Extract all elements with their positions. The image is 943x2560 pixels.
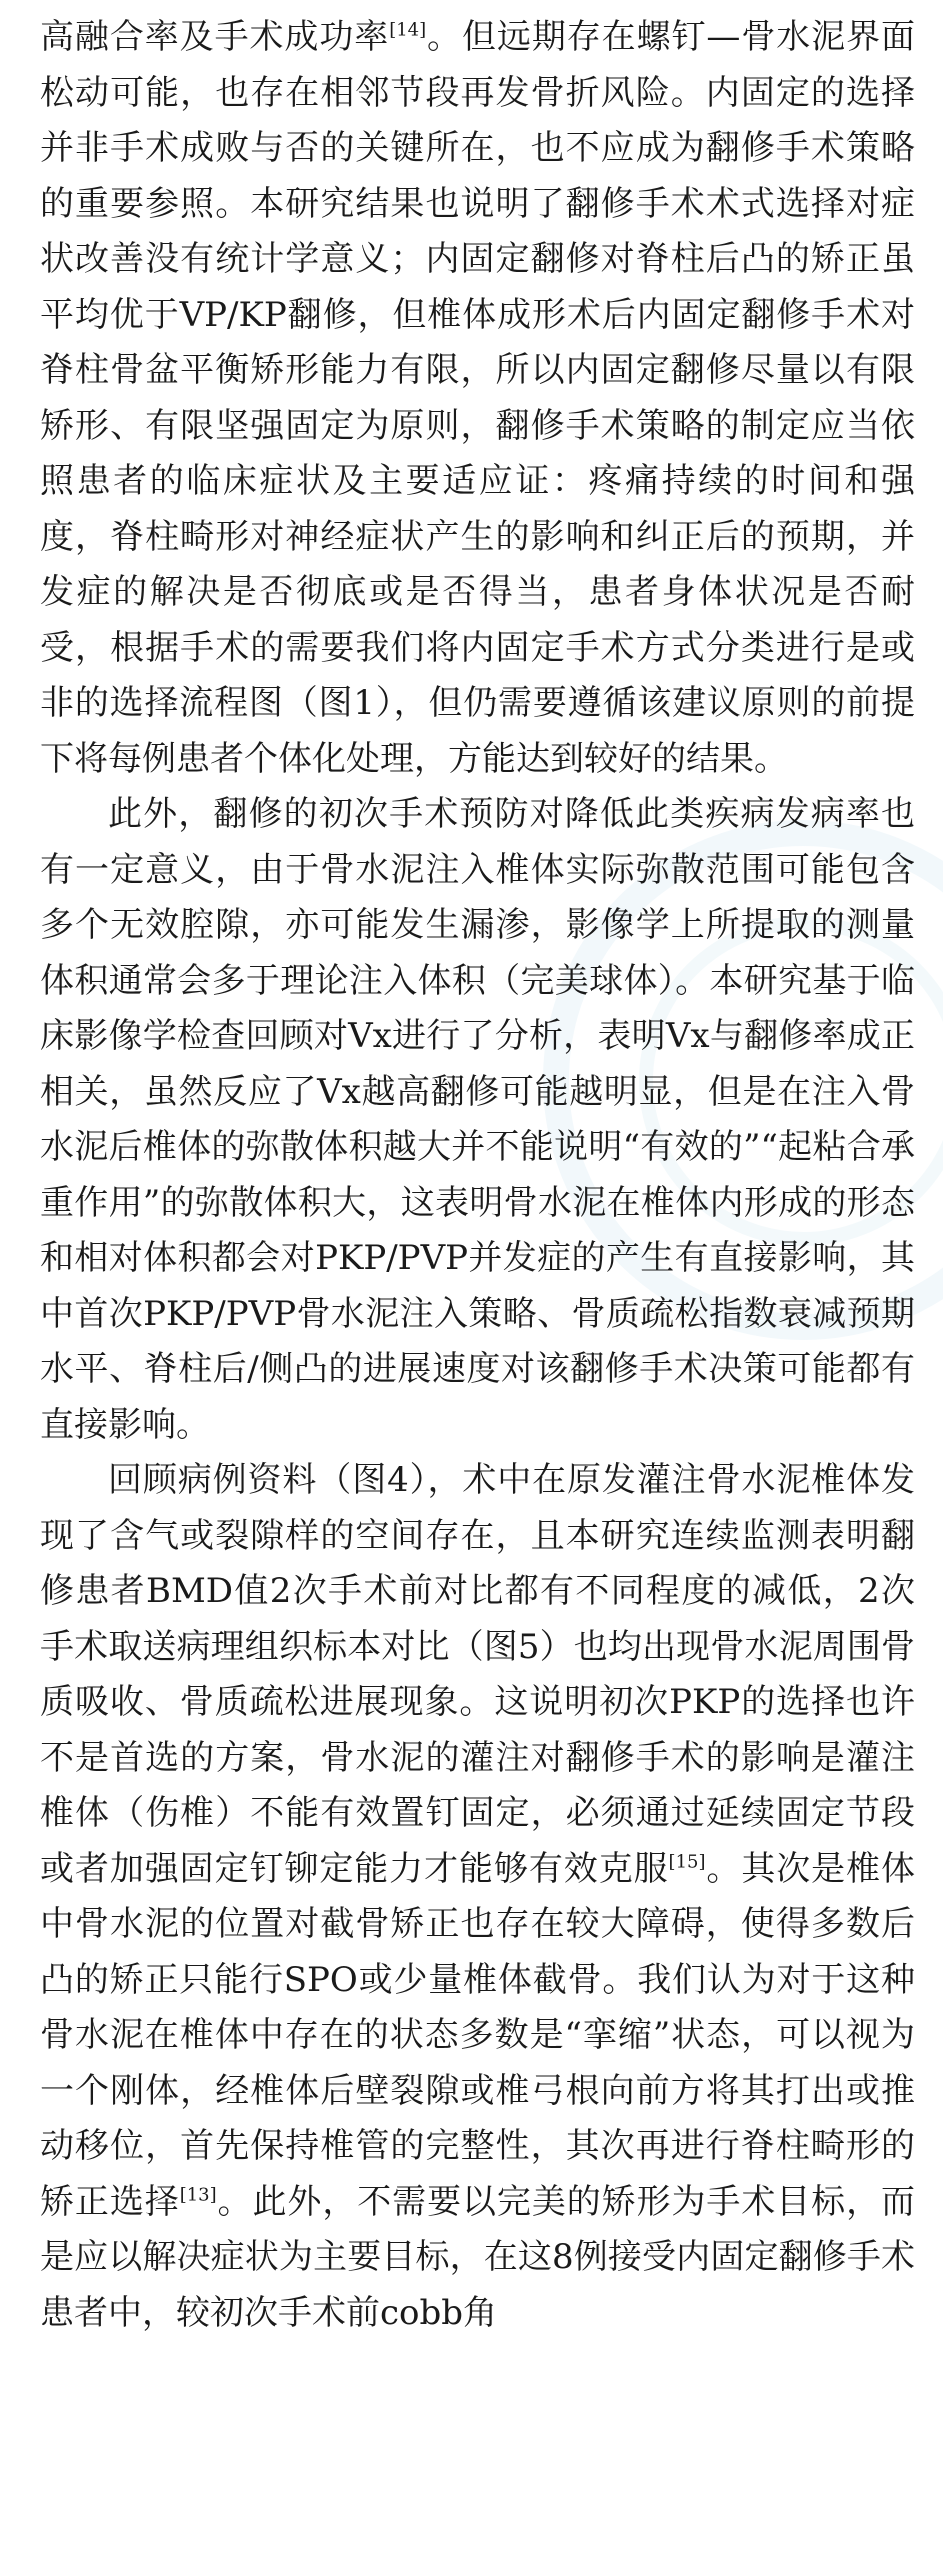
paragraph-3 bbox=[40, 1453, 915, 2341]
text-run: 高融合率及手术成功率 bbox=[40, 17, 390, 57]
paragraph-2 bbox=[40, 787, 915, 1453]
citation-14: [14] bbox=[389, 19, 427, 41]
text-run: 此外，翻修的初次手术预防对降低此类疾病发病率也有一定意义，由于骨水泥注入椎体实际弥散范围可能包含多个无效腔隙，亦可能发生漏渗，影像学上所提取的测量体积通常会多于理论注入体积（完美球体）。本研究基于临床影像学检查回顾对Vx进行了分析，表明Vx与翻修率成正相关，虽然反应了Vx越高翻修可能越明显，但是在注入骨水泥后椎体的弥散体积越大并不能说明“有效的”“起粘合承重作用”的弥散体积大，这表明骨水泥在椎体内形成的形态和相对体积都会对PKP/PVP并发症的产生有直接影响，其中首次PKP/PVP骨水泥注入策略、骨质疏松指数衰减预期水平、脊柱后/侧凸的进展速度对该翻修手术决策可能都有直接影响。 bbox=[40, 794, 915, 1445]
text-run: 。此外，不需要以完美的矫形为手术目标，而是应以解决症状为主要目标，在这8例接受内固定翻修手术患者中，较初次手术前cobb角 bbox=[40, 2181, 916, 2333]
citation-13: [13] bbox=[179, 2184, 217, 2206]
text-run: 。但远期存在螺钉—骨水泥界面松动可能，也存在相邻节段再发骨折风险。内固定的选择并非手术成败与否的关键所在，也不应成为翻修手术策略的重要参照。本研究结果也说明了翻修手术术式选择对症状改善没有统计学意义；内固定翻修对脊柱后凸的矫正虽平均优于VP/KP翻修，但椎体成形术后内固定翻修手术对脊柱骨盆平衡矫形能力有限，所以内固定翻修尽量以有限矫形、有限坚强固定为原则，翻修手术策略的制定应当依照患者的临床症状及主要适应证：疼痛持续的时间和强度，脊柱畸形对神经症状产生的影响和纠正后的预期，并发症的解决是否彻底或是否得当，患者身体状况是否耐受，根据手术的需要我们将内固定手术方式分类进行是或非的选择流程图（图1），但仍需要遵循该建议原则的前提下将每例患者个体化处理，方能达到较好的结果。 bbox=[40, 17, 916, 779]
text-run: 回顾病例资料（图4），术中在原发灌注骨水泥椎体发现了含气或裂隙样的空间存在，且本研究连续监测表明翻修患者BMD值2次手术前对比都有不同程度的减低，2次手术取送病理组织标本对比（图5）也均出现骨水泥周围骨质吸收、骨质疏松进展现象。这说明初次PKP的选择也许不是首选的方案，骨水泥的灌注对翻修手术的影响是灌注椎体（伤椎）不能有效置钉固定，必须通过延续固定节段或者加强固定钉铆定能力才能够有效克服 bbox=[40, 1460, 915, 1889]
paragraph-1 bbox=[40, 10, 915, 787]
text-run: 。其次是椎体中骨水泥的位置对截骨矫正也存在较大障碍，使得多数后凸的矫正只能行SPO或少量椎体截骨。我们认为对于这种骨水泥在椎体中存在的状态多数是“挛缩”状态，可以视为一个刚体，经椎体后壁裂隙或椎弓根向前方将其打出或推动移位，首先保持椎管的完整性，其次再进行脊柱畸形的矫正选择 bbox=[40, 1848, 916, 2222]
citation-15: [15] bbox=[668, 1851, 706, 1873]
text-column bbox=[40, 10, 915, 2341]
